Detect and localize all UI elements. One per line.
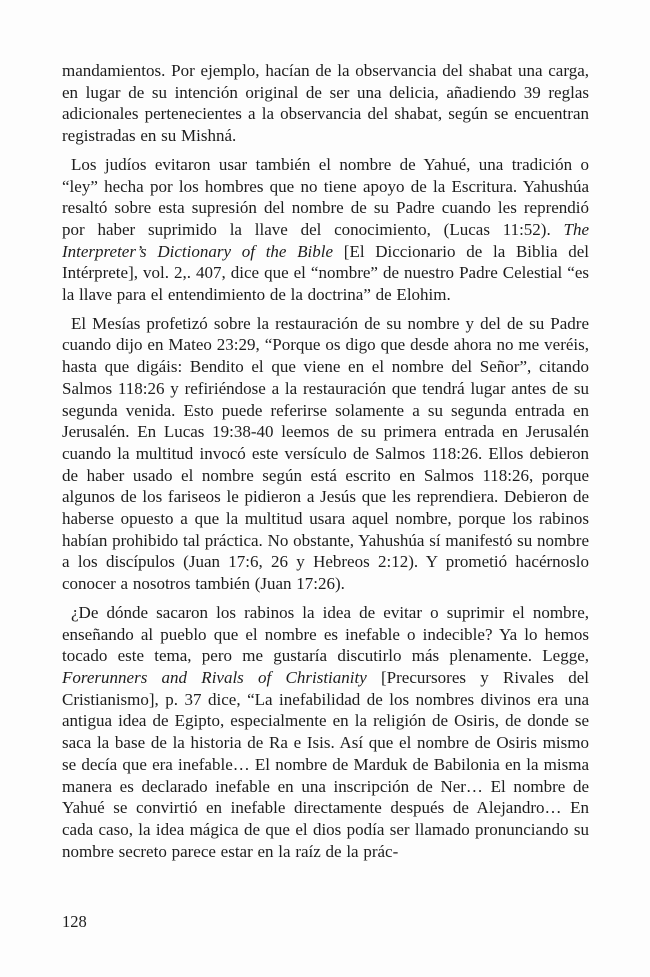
page-number: 128	[62, 912, 87, 931]
paragraph-1-text: mandamientos. Por ejemplo, hacían de la observancia del shabat una carga, en lugar de su intención original de ser una delicia, añadiendo 39 reglas adicionales pertenecientes a la observancia del shabat, según se encuentran registradas en su Mishná.	[62, 61, 589, 146]
paragraph-2-text-continued: [El Diccionario de la Biblia del Intérprete], vol. 2,. 407, dice que el “nombre” de nuestro Padre Celestial “es la llave para el entendimiento de la doctrina” de Elohim.	[62, 241, 589, 305]
book-title-interpreters-dictionary: The Interpreter’s Dictionary of the Bible	[62, 219, 589, 261]
paragraph-3-text: El Mesías profetizó sobre la restauración de su nombre y del de su Padre cuando dijo en Mateo 23:29, “Porque os digo que desde ahora no me veréis, hasta que digáis: Bendito el que viene en el nombre del Señor”, citando Salmos 118:26 y refiriéndose a la restauración que tendrá lugar antes de su segunda venida. Esto puede referirse solamente a su segunda entrada en Jerusalén. En Lucas 19:38-40 leemos de su primera entrada en Jerusalén cuando la multitud invocó este versículo de Salmos 118:26. Ellos debieron de haber usado el nombre según está escrito en Salmos 118:26, porque algunos de los fariseos le pidieron a Jesús que les reprendiera. Debieron de haberse opuesto a que la multitud usara aquel nombre, porque los rabinos habían prohibido tal práctica. No obstante, Yahushúa sí manifestó su nombre a los discípulos (Juan 17:6, 26 y Hebreos 2:12). Y prometió hacérnoslo conocer a nosotros también (Juan 17:26).	[62, 313, 589, 594]
paragraph-2-text: Los judíos evitaron usar también el nombre de Yahué, una tradición o “ley” hecha por los hombres que no tiene apoyo de la Escritura. Yahushúa resaltó sobre esta supresión del nombre de su Padre cuando les reprendió por haber suprimido la llave del conocimiento, (Lucas 11:52).	[62, 154, 589, 239]
paragraph-4-text: ¿De dónde sacaron los rabinos la idea de evitar o suprimir el nombre, enseñando al pueblo que el nombre es inefable o indecible? Ya lo hemos tocado este tema, pero me gustaría discutirlo más plenamente. Legge,	[62, 602, 589, 666]
body-text	[62, 60, 589, 862]
book-title-forerunners-and-rivals: Forerunners and Rivals of Christianity	[62, 667, 367, 687]
paragraph-4	[62, 602, 589, 862]
paragraph-3	[62, 313, 589, 595]
paragraph-2	[62, 154, 589, 306]
paragraph-4-text-continued: [Precursores y Rivales del Cristianismo], p. 37 dice, “La inefabilidad de los nombres divinos era una antigua idea de Egipto, especialmente en la religión de Osiris, de donde se saca la base de la historia de Ra e Isis. Así que el nombre de Osiris mismo se decía que era inefable… El nombre de Marduk de Babilonia en la misma manera es declarado inefable en una inscripción de Ner… El nombre de Yahué se convirtió en inefable directamente después de Alejandro… En cada caso, la idea mágica de que el dios podía ser llamado pronunciando su nombre secreto parece estar en la raíz de la prác-	[62, 667, 589, 861]
paragraph-1	[62, 60, 589, 147]
